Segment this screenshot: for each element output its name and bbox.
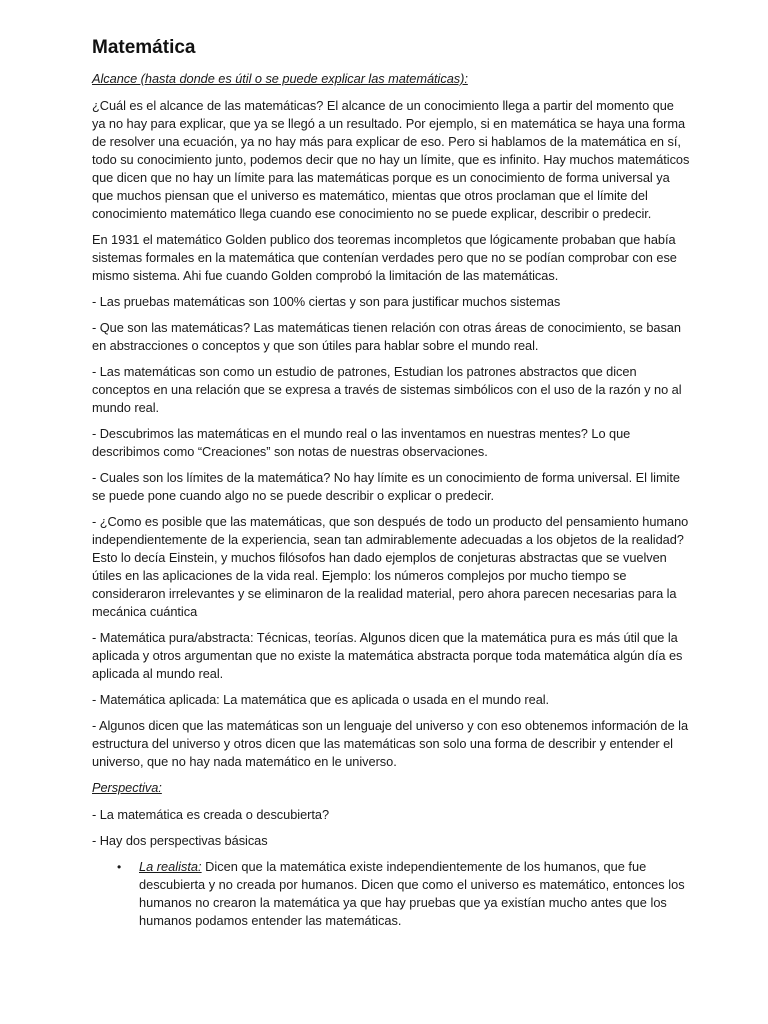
list-item [92,858,690,930]
paragraph-lenguaje-universo: - Algunos dicen que las matemáticas son un lenguaje del universo y con eso obtenemos información de la estructura del universo y otros dicen que las matemáticas son solo una forma de describir y entender el universo, que no hay nada matemático en le universo. [92,718,689,769]
paragraph-creada-o-descubierta: - La matemática es creada o descubierta? [92,807,330,822]
paragraph-alcance-intro: ¿Cuál es el alcance de las matemáticas? El alcance de un conocimiento llega a partir del momento que ya no hay para explicar, que ya se llegó a un resultado. Por ejemplo, si en matemática se haya una forma de resolver una ecuación, ya no hay más para explicar de eso. Pero si hablamos de la matemática en sí, todo su conocimiento junto, podemos decir que no hay un límite, que es infinito. Hay muchos matemáticos que dicen que no hay un límite para las matemáticas porque es un conocimiento de forma universal ya que muchos piensan que el universo es matemático, mientas que otros proclaman que el límite del conocimiento matemático llega cuando ese conocimiento no se puede explicar, describir o predecir. [92,98,690,221]
paragraph-matematica-pura: - Matemática pura/abstracta: Técnicas, teorías. Algunos dicen que la matemática pura es más útil que la aplicada y otros argumentan que no existe la matemática abstracta porque toda matemática algún día es aplicada al mundo real. [92,630,683,681]
perspective-description: Dicen que la matemática existe independientemente de los humanos, que fue descubierta y no creada por humanos. Dicen que como el universo es matemático, entonces los humanos no crearon la matemática ya que hay pruebas que ya existían mucho antes que los humanos podamos entender las matemáticas. [139,859,685,928]
perspective-term: La realista: [139,859,202,874]
paragraph-que-son: - Que son las matemáticas? Las matemáticas tienen relación con otras áreas de conocimiento, se basan en abstracciones o conceptos y que son útiles para hablar sobre el mundo real. [92,320,681,353]
paragraph-einstein: - ¿Como es posible que las matemáticas, que son después de todo un producto del pensamiento humano independientemente de la experiencia, sean tan admirablemente adecuadas a los objetos de la realidad? Esto lo decía Einstein, y muchos filósofos han dado ejemplos de conjeturas abstractas que se vuelven útiles en las aplicaciones de la vida real. Ejemplo: los números complejos por mucho tiempo se consideraron irrelevantes y se eliminaron de la realidad material, pero ahora parecen necesarias para la mecánica cuántica [92,514,689,619]
paragraph-pruebas: - Las pruebas matemáticas son 100% ciertas y son para justificar muchos sistemas [92,294,561,309]
section-heading-alcance: Alcance (hasta donde es útil o se puede explicar las matemáticas): [92,71,468,86]
section-heading-perspectiva: Perspectiva: [92,780,162,795]
paragraph-limites: - Cuales son los límites de la matemática? No hay límite es un conocimiento de forma universal. El limite se puede pone cuando algo no se puede describir o explicar o predecir. [92,470,680,503]
paragraph-dos-perspectivas: - Hay dos perspectivas básicas [92,833,268,848]
perspectives-list [92,858,690,930]
paragraph-descubrimos: - Descubrimos las matemáticas en el mundo real o las inventamos en nuestras mentes? Lo que describimos como “Creaciones” son notas de nuestras observaciones. [92,426,631,459]
paragraph-golden-theorems: En 1931 el matemático Golden publico dos teoremas incompletos que lógicamente probaban que había sistemas formales en la matemática que contenían verdades pero que no se podían comprobar con ese mismo sistema. Ahi fue cuando Golden comprobó la limitación de las matemáticas. [92,232,677,283]
bullet-icon: • [117,860,122,874]
paragraph-patrones: - Las matemáticas son como un estudio de patrones, Estudian los patrones abstractos que dicen conceptos en una relación que se expresa a través de sistemas simbólicos con el uso de la razón y no al mundo real. [92,364,682,415]
document-title: Matemática [92,37,196,58]
paragraph-matematica-aplicada: - Matemática aplicada: La matemática que es aplicada o usada en el mundo real. [92,692,550,707]
